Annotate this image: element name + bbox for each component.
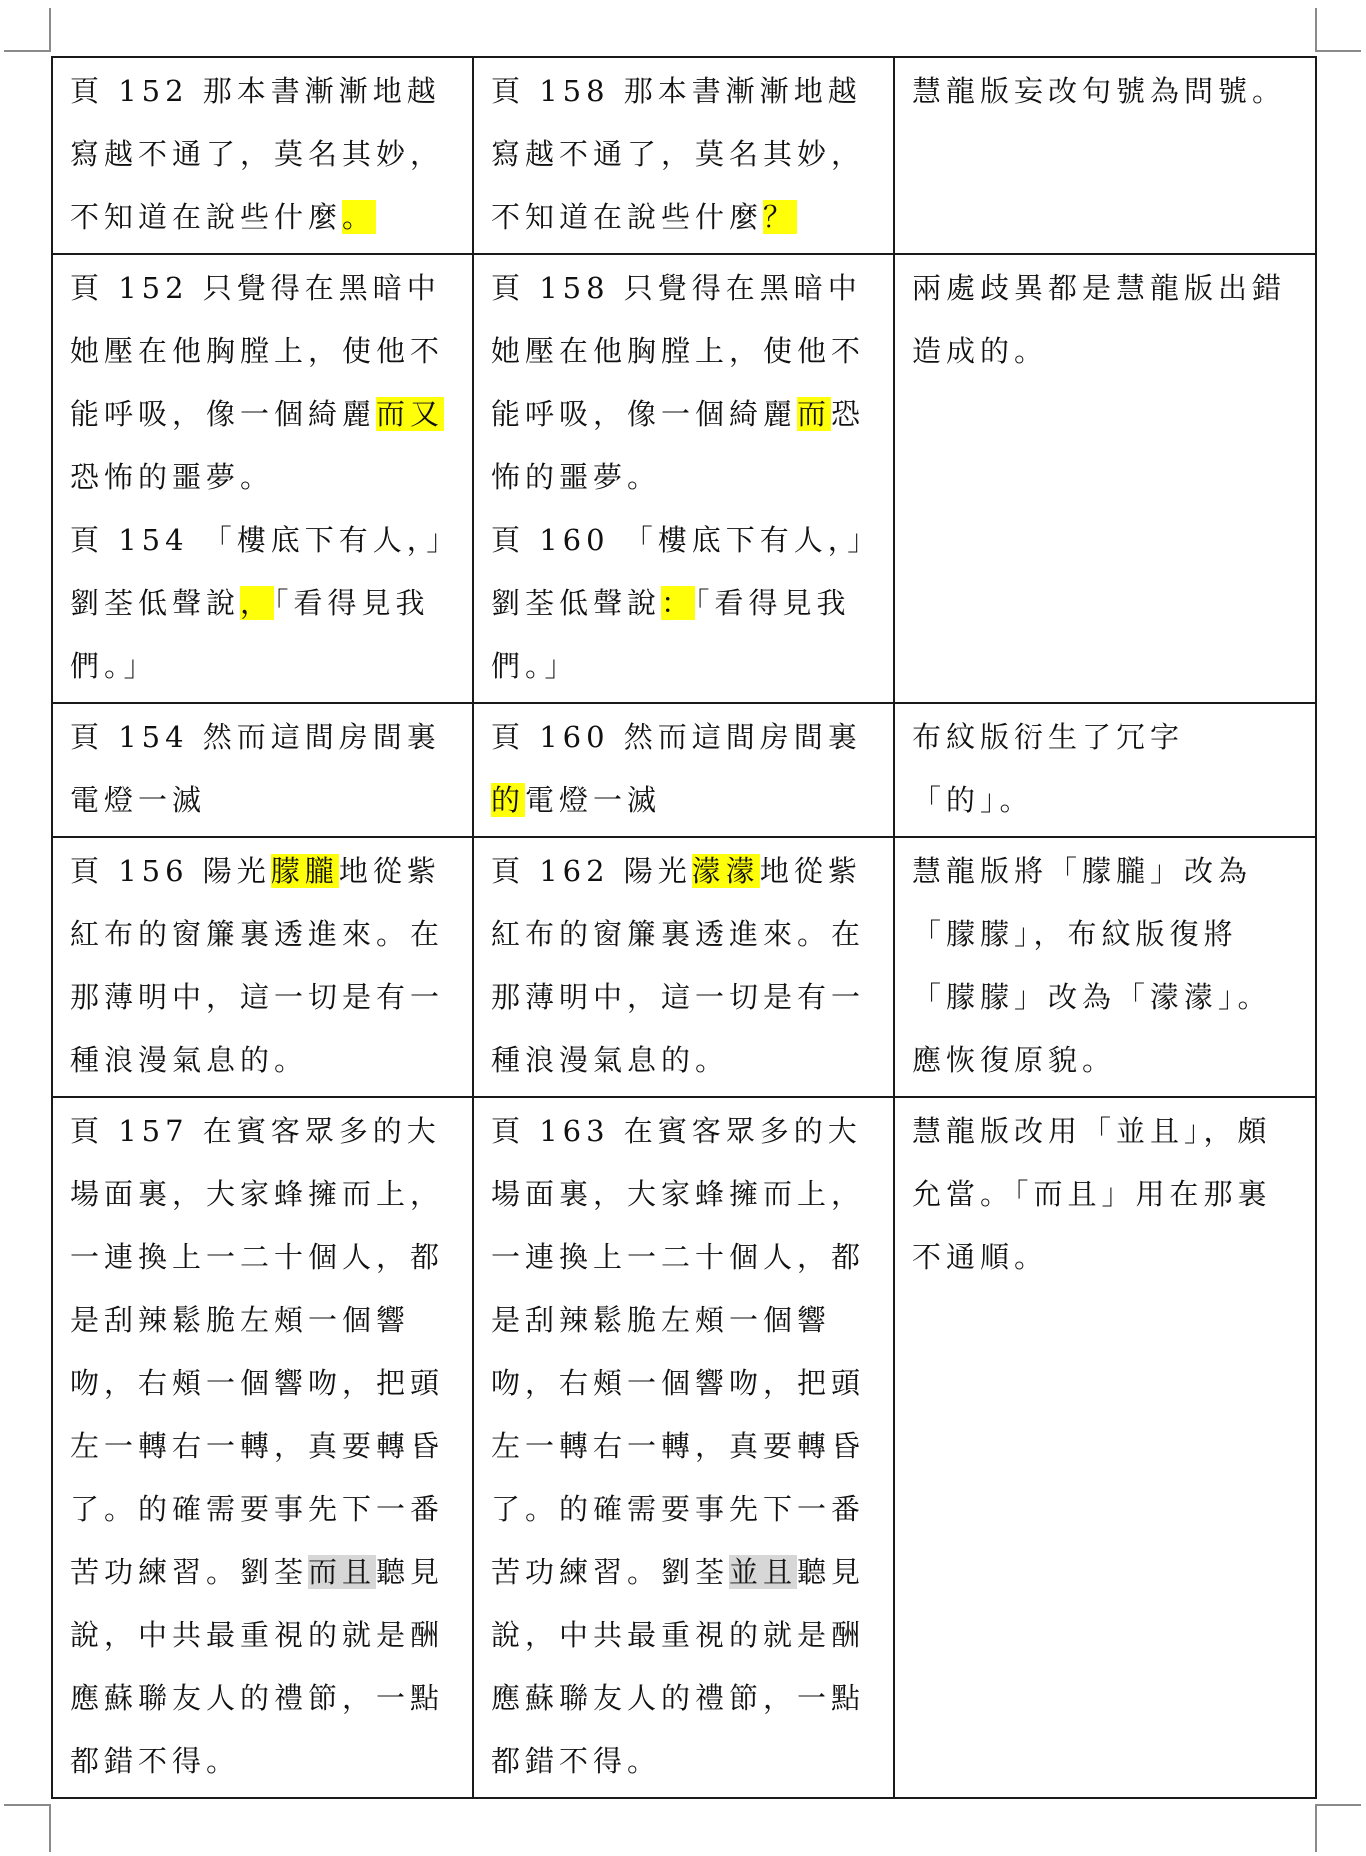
cell-text-huilong-version	[52, 254, 473, 703]
highlighted-text: 而且	[308, 1555, 377, 1589]
highlighted-text: 而	[797, 397, 832, 431]
text-segment: 慧龍版妄改句號為問號。	[912, 74, 1287, 108]
text-segment: 地從紫紅布的窗簾裏透進來。在那薄明中，這一切是有一種浪漫氣息的。	[70, 854, 445, 1077]
cell-paragraph	[912, 257, 1299, 383]
corner-mark-bottom-left-horizontal	[4, 1804, 50, 1806]
cell-text-buwen-version	[473, 703, 894, 837]
cell-paragraph	[70, 257, 456, 509]
text-segment: 頁 158 那本書漸漸地越寫越不通了，莫名其妙，不知道在說些什麼	[491, 74, 866, 234]
highlighted-text: 朦朧	[270, 854, 339, 888]
cell-paragraph	[70, 840, 456, 1092]
cell-paragraph	[70, 1100, 456, 1793]
cell-paragraph	[912, 706, 1299, 832]
highlighted-text: 並且	[729, 1555, 798, 1589]
text-segment: 頁 162 陽光	[491, 854, 692, 888]
cell-note	[894, 703, 1316, 837]
cell-paragraph	[912, 1100, 1299, 1289]
text-segment: 布紋版衍生了冗字「的」。	[912, 720, 1185, 817]
text-segment: 頁 160 「樓底下有人，」劉荃低聲說	[491, 523, 867, 620]
text-segment: 頁 152 只覺得在黑暗中她壓在他胸膛上，使他不能呼吸，像一個綺麗	[70, 271, 445, 431]
text-segment: 恐怖的噩夢。	[70, 460, 275, 494]
text-segment: 頁 163 在賓客眾多的大場面裏，大家蜂擁而上，一連換上一二十個人，都是刮辣鬆脆左頰一個響吻，右頰一個響吻，把頭左一轉右一轉，真要轉昏了。的確需要事先下一番苦功練習。劉荃	[491, 1114, 866, 1589]
cell-paragraph	[491, 257, 877, 509]
text-segment: 頁 152 那本書漸漸地越寫越不通了，莫名其妙，不知道在說些什麼	[70, 74, 445, 234]
table-row	[52, 703, 1316, 837]
cell-text-buwen-version	[473, 57, 894, 254]
text-segment: 兩處歧異都是慧龍版出錯造成的。	[912, 271, 1287, 368]
cell-text-buwen-version	[473, 254, 894, 703]
highlighted-text: ？	[763, 200, 798, 234]
text-segment: 頁 156 陽光	[70, 854, 271, 888]
table-row	[52, 837, 1316, 1097]
comparison-table	[51, 56, 1317, 1799]
comparison-table-body	[52, 57, 1316, 1798]
text-segment: 慧龍版改用「並且」，頗允當。「而且」用在那裏不通順。	[912, 1114, 1272, 1274]
text-segment: 慧龍版將「朦朧」改為「朦朦」，布紋版復將「朦朦」改為「濛濛」。應恢復原貌。	[912, 854, 1272, 1077]
text-segment: 頁 154 然而這間房間裏電燈一滅	[70, 720, 441, 817]
text-segment: 地從紫紅布的窗簾裏透進來。在那薄明中，這一切是有一種浪漫氣息的。	[491, 854, 866, 1077]
cell-paragraph	[912, 60, 1299, 123]
cell-paragraph	[70, 60, 456, 249]
cell-paragraph	[491, 60, 877, 249]
corner-mark-bottom-right-vertical	[1315, 1804, 1317, 1852]
highlighted-text: 濛濛	[691, 854, 760, 888]
corner-mark-bottom-left-vertical	[49, 1804, 51, 1852]
table-row	[52, 1097, 1316, 1798]
text-segment: 聽見說，中共最重視的就是酬應蘇聯友人的禮節，一點都錯不得。	[491, 1555, 866, 1778]
text-segment: 頁 154 「樓底下有人，」劉荃低聲說	[70, 523, 446, 620]
text-segment: 頁 160 然而這間房間裏	[491, 720, 862, 754]
text-segment: 聽見說，中共最重視的就是酬應蘇聯友人的禮節，一點都錯不得。	[70, 1555, 445, 1778]
corner-mark-top-left-vertical	[49, 8, 51, 52]
cell-note	[894, 837, 1316, 1097]
highlighted-text: 。	[342, 200, 377, 234]
cell-text-huilong-version	[52, 837, 473, 1097]
cell-paragraph	[491, 706, 877, 832]
corner-mark-top-left-horizontal	[4, 50, 50, 52]
cell-paragraph	[70, 509, 456, 698]
table-row	[52, 57, 1316, 254]
cell-paragraph	[491, 840, 877, 1092]
corner-mark-bottom-right-horizontal	[1315, 1804, 1361, 1806]
text-segment: 頁 158 只覺得在黑暗中她壓在他胸膛上，使他不能呼吸，像一個綺麗	[491, 271, 866, 431]
highlighted-text: ，	[240, 586, 275, 620]
cell-text-buwen-version	[473, 1097, 894, 1798]
highlighted-text: ：	[661, 586, 696, 620]
text-segment: 頁 157 在賓客眾多的大場面裏，大家蜂擁而上，一連換上一二十個人，都是刮辣鬆脆左頰一個響吻，右頰一個響吻，把頭左一轉右一轉，真要轉昏了。的確需要事先下一番苦功練習。劉荃	[70, 1114, 445, 1589]
cell-paragraph	[912, 840, 1299, 1092]
cell-text-huilong-version	[52, 57, 473, 254]
cell-text-buwen-version	[473, 837, 894, 1097]
cell-paragraph	[491, 509, 877, 698]
text-segment: 「看得見我們。」	[70, 586, 430, 683]
cell-note	[894, 57, 1316, 254]
cell-note	[894, 254, 1316, 703]
text-segment: 電燈一滅	[525, 783, 662, 817]
highlighted-text: 的	[491, 783, 526, 817]
cell-paragraph	[491, 1100, 877, 1793]
highlighted-text: 而又	[376, 397, 445, 431]
table-row	[52, 254, 1316, 703]
text-segment: 「看得見我們。」	[491, 586, 851, 683]
cell-text-huilong-version	[52, 703, 473, 837]
cell-text-huilong-version	[52, 1097, 473, 1798]
corner-mark-top-right-vertical	[1315, 8, 1317, 52]
text-segment: 恐怖的噩夢。	[491, 397, 866, 494]
corner-mark-top-right-horizontal	[1315, 50, 1361, 52]
cell-paragraph	[70, 706, 456, 832]
cell-note	[894, 1097, 1316, 1798]
